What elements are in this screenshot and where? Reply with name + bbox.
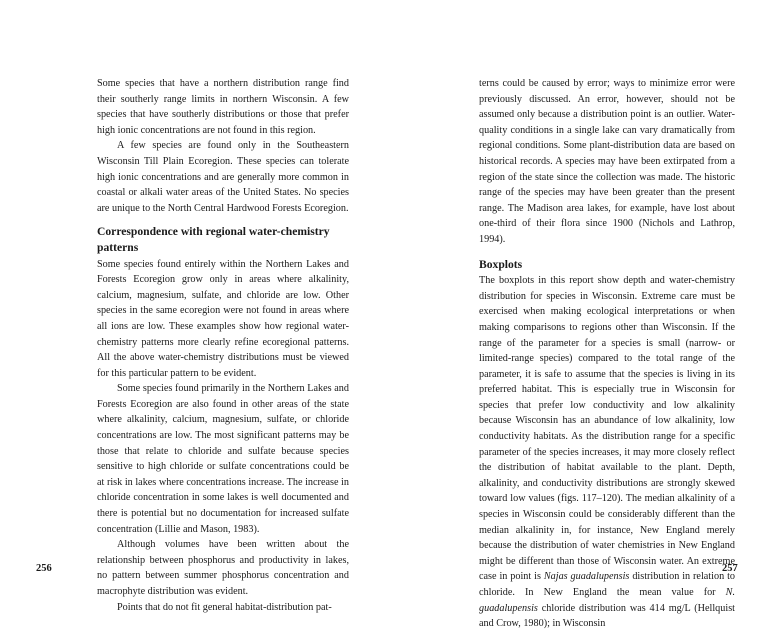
paragraph <box>479 273 735 632</box>
text-run: distribution in relation to chloride. In New England the mean value for <box>479 571 735 598</box>
paragraph: terns could be caused by error; ways to minimize error were previously discussed. An error, however, should not be assumed only because a distribution point is an outlier. Water-quality conditions in a single lake can vary dramatically from regional conditions. Some plant-distribution data are based on historical records. A species may have been extirpated from a region of the state since the collection was made. The historic range of the species may have been greater than the present range. The Madison area lakes, for example, have lost about one-third of their flora since 1900 (Nichols and Lathrop, 1994). <box>479 78 735 245</box>
section-heading: Correspondence with regional water-chemistry patterns <box>97 225 330 254</box>
page-number: 256 <box>36 563 52 574</box>
right-page <box>388 0 776 630</box>
paragraph: A few species are found only in the Southeastern Wisconsin Till Plain Ecoregion. These species can tolerate high ionic concentrations and are generally more common in coastal or alkali water areas of the United States. No species are unique to the North Central Hardwood Forests Ecoregion. <box>97 140 349 214</box>
right-text-column <box>479 76 735 632</box>
species-name: N. guadalupensis <box>479 587 735 614</box>
paragraph: Some species that have a northern distribution range find their southerly range limits in northern Wisconsin. A few species that have southerly distributions or those that prefer high ionic concentrations are not found in this region. <box>97 78 349 136</box>
paragraph: Some species found primarily in the Northern Lakes and Forests Ecoregion are also found in other areas of the state where alkalinity, calcium, magnesium, sulfate, or chloride concentrations are low. The most significant patterns may be those that relate to chloride and sulfate because species sensitive to high chloride or sulfate concentrations could be at risk in lakes where concentrations increase. The increase in chloride concentration in some lakes is well documented and there is potential but no documentation for increased sulfate concentration (Lillie and Mason, 1983). <box>97 383 349 535</box>
section-heading: Boxplots <box>479 257 523 271</box>
paragraph: Some species found entirely within the Northern Lakes and Forests Ecoregion grow only in areas where alkalinity, calcium, magnesium, sulfate, and chloride are low. Other species in the same ecoregion were not found in areas where all ions are low. These examples show how regional water-chemistry patterns more clearly refine ecoregional patterns. All the above water-chemistry distributions must be viewed for this particular pattern to be evident. <box>97 258 349 379</box>
paragraph: Points that do not fit general habitat-distribution pat- <box>117 601 332 613</box>
left-page <box>0 0 388 613</box>
left-text-column <box>97 76 349 615</box>
text-run: The boxplots in this report show depth and water-chemistry distribution for species in Wisconsin. Extreme care must be exercised when making ecological interpretations or when making comparisons to regions other than Wisconsin. If the range of the parameter for a species is small (narrow- or limited-range species) compared to the total range of the parameter, it is safe to assume that the species is living in its preferred habitat. This is especially true in Wisconsin for species that prefer low conductivity and low alkalinity because Wisconsin has an abundance of low alkalinity, low conductivity habitats. As the distribution range for a specific parameter of the species increases, it may more closely reflect the distribution of habitat available to the plant. Depth, alkalinity, and conductivity distributions are strongly skewed toward low values (figs. 117–120). The median alkalinity of a species in Wisconsin could be considerably different than the median alkalinity in, for instance, New England merely because the distribution of water chemistries in New England might be different than those of Wisconsin water. An extreme case in point is <box>479 275 735 583</box>
species-name: Najas guadalupensis <box>543 571 630 583</box>
text-run: chloride distribution was 414 mg/L (Hellquist and Crow, 1980); in Wisconsin <box>479 602 735 630</box>
page-number: 257 <box>722 563 738 574</box>
paragraph: Although volumes have been written about the relationship between phosphorus and productivity in lakes, no pattern between summer phosphorus concentration and macrophyte distribution was evident. <box>97 539 349 597</box>
